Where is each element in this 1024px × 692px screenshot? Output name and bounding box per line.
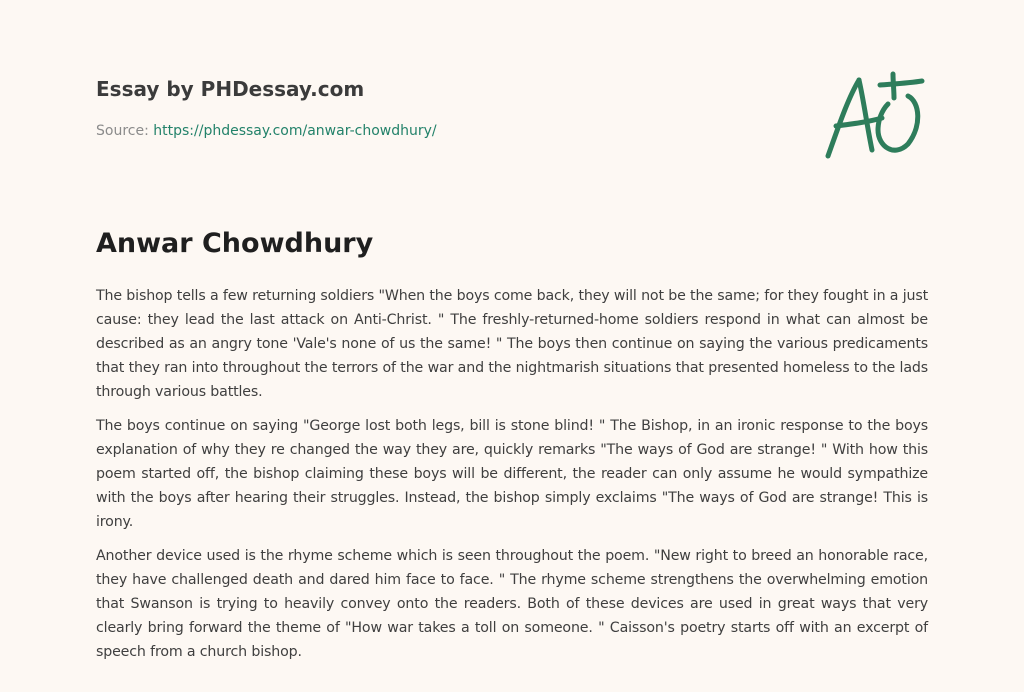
essay-paragraph-1: The bishop tells a few returning soldiers "When the boys come back, they will not be the same; for they fought in a just cause: they lead the last attack on Anti-Christ. " The freshly-returned-home soldiers respond in what can almost be described as an angry tone 'Vale's none of us the same! " The boys then continue on saying the various predicaments that they ran into throughout the terrors of the war and the nightmarish situations that presented homeless to the lads through various battles. bbox=[96, 288, 928, 400]
source-link[interactable]: https://phdessay.com/anwar-chowdhury/ bbox=[153, 123, 437, 139]
essay-title: Anwar Chowdhury bbox=[96, 228, 374, 259]
source-line bbox=[96, 121, 696, 141]
site-title: Essay by PHDessay.com bbox=[96, 77, 365, 101]
essay-paragraph-2: The boys continue on saying "George lost both legs, bill is stone blind! " The Bishop, in an ironic response to the boys explanation of why they re changed the way they are, quickly remarks "The ways of God are strange! " With how this poem started off, the bishop claiming these boys will be different, the reader can only assume he would sympathize with the boys after hearing their struggles. Instead, the bishop simply exclaims "The ways of God are strange! This is irony. bbox=[96, 418, 928, 530]
essay-paragraph-3: Another device used is the rhyme scheme which is seen throughout the poem. "New right to breed an honorable race, they have challenged death and dared him face to face. " The rhyme scheme strengthens the overwhelming emotion that Swanson is trying to heavily convey onto the readers. Both of these devices are used in great ways that very clearly bring forward the theme of "How war takes a toll on someone. " Caisson's poetry starts off with an excerpt of speech from a church bishop. bbox=[96, 548, 928, 660]
source-label: Source: bbox=[96, 123, 149, 139]
a-plus-logo-icon bbox=[822, 68, 928, 164]
essay-body bbox=[96, 284, 928, 674]
page-header bbox=[96, 74, 696, 141]
